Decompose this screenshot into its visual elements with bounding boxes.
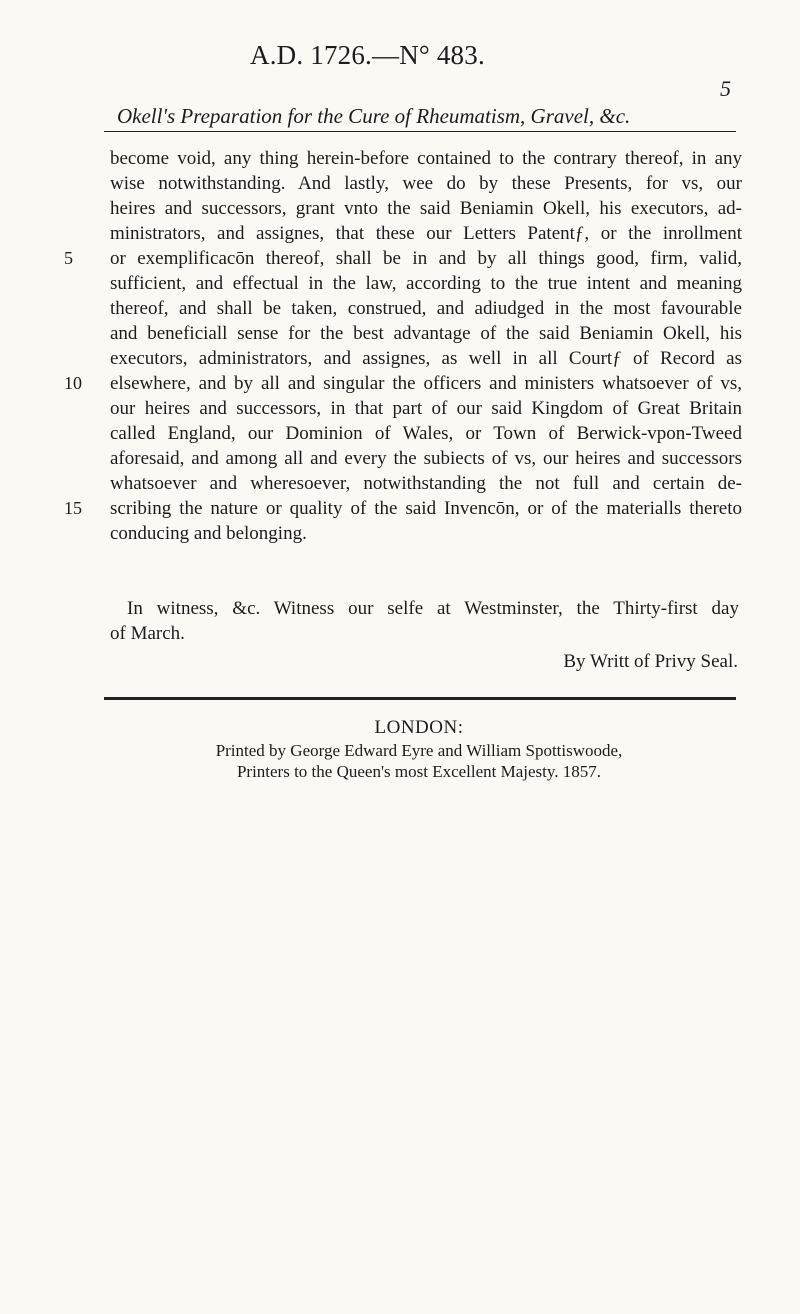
text-line xyxy=(64,146,744,171)
text-line xyxy=(64,321,744,346)
text-line xyxy=(64,471,744,496)
line-text: conducing and belonging. xyxy=(110,523,307,544)
text-line xyxy=(64,446,744,471)
witness-line: In witness, &c. Witness our selfe at Westminster, the Thirty-first day xyxy=(127,598,739,619)
line-text: become void, any thing herein-before contained to the contrary thereof, in any xyxy=(110,148,742,169)
line-text: ministrators, and assignes, that these our Letters Patentƒ, or the inrollment xyxy=(110,223,742,244)
text-line xyxy=(64,271,744,296)
line-text: sufficient, and effectual in the law, according to the true intent and meaning xyxy=(110,273,742,294)
witness-clause xyxy=(110,596,739,646)
text-line xyxy=(64,171,744,196)
body-text xyxy=(64,146,744,546)
witness-line: of March. xyxy=(110,623,185,644)
line-text: executors, administrators, and assignes, as well in all Courtƒ of Record as xyxy=(110,348,742,369)
page-header xyxy=(250,40,650,80)
text-line xyxy=(64,221,744,246)
footer-rule xyxy=(104,697,736,700)
text-line xyxy=(64,396,744,421)
imprint-city: LONDON: xyxy=(374,717,464,738)
line-text: heires and successors, grant vnto the said Beniamin Okell, his executors, ad- xyxy=(110,198,742,219)
text-line xyxy=(64,196,744,221)
text-line xyxy=(64,371,744,396)
signature-line: By Writt of Privy Seal. xyxy=(563,651,738,672)
line-number: 5 xyxy=(64,248,73,268)
line-text: or exemplificacōn thereof, shall be in and by all things good, firm, valid, xyxy=(110,248,742,269)
text-line xyxy=(64,296,744,321)
header-rule xyxy=(104,131,736,132)
text-line xyxy=(64,521,744,546)
line-text: elsewhere, and by all and singular the officers and ministers whatsoever of vs, xyxy=(110,373,742,394)
imprint-printers-names: Printed by George Edward Eyre and William Spottiswoode, xyxy=(215,741,623,760)
line-text: scribing the nature or quality of the said Invencōn, or of the materialls thereto xyxy=(110,498,742,519)
text-line xyxy=(64,346,744,371)
line-text: called England, our Dominion of Wales, or Town of Berwick-vpon-Tweed xyxy=(110,423,742,444)
line-text: and beneficiall sense for the best advantage of the said Beniamin Okell, his xyxy=(110,323,742,344)
line-text: whatsoever and wheresoever, notwithstanding the not full and certain de- xyxy=(110,473,742,494)
line-text: aforesaid, and among all and every the subiects of vs, our heires and successors xyxy=(110,448,742,469)
line-text: our heires and successors, in that part of our said Kingdom of Great Britain xyxy=(110,398,742,419)
text-line xyxy=(64,421,744,446)
running-head: Okell's Preparation for the Cure of Rheumatism, Gravel, &c. xyxy=(117,104,631,128)
line-number: 10 xyxy=(64,373,82,393)
line-number: 15 xyxy=(64,498,82,518)
text-line xyxy=(64,496,744,521)
text-line xyxy=(64,246,744,271)
line-text: wise notwithstanding. And lastly, wee do by these Presents, for vs, our xyxy=(110,173,742,194)
page-title: A.D. 1726.—N° 483. xyxy=(250,40,485,70)
imprint-printers-title: Printers to the Queen's most Excellent Majesty. 1857. xyxy=(236,762,602,781)
page-number: 5 xyxy=(720,76,731,101)
imprint xyxy=(104,716,734,782)
line-text: thereof, and shall be taken, construed, and adiudged in the most favourable xyxy=(110,298,742,319)
